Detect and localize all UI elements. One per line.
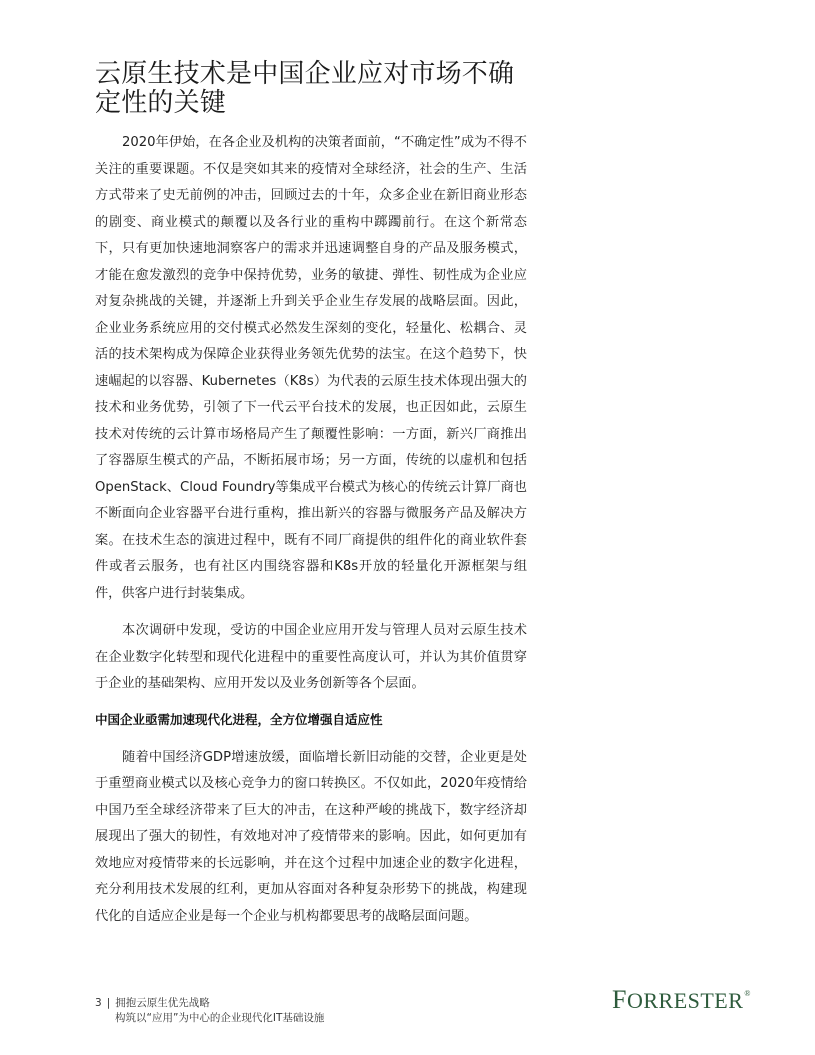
page-title: 云原生技术是中国企业应对市场不确定性的关键 [95, 59, 515, 118]
registered-mark: ® [744, 989, 751, 998]
footer-report-title: 拥抱云原生优先战略 [115, 997, 210, 1009]
forrester-logo [612, 985, 751, 1015]
paragraph-survey: 本次调研中发现，受访的中国企业应用开发与管理人员对云原生技术在企业数字化转型和现代化进程中的重要性高度认可，并认为其价值贯穿于企业的基础架构、应用开发以及业务创新等各个层面。 [95, 623, 527, 691]
page-footer [95, 996, 324, 1026]
logo-rest: ORRESTER [626, 988, 744, 1013]
body-column [95, 130, 527, 941]
paragraph-economy: 随着中国经济GDP增速放缓，面临增长新旧动能的交替，企业更是处于重塑商业模式以及核心竞争力的窗口转换区。不仅如此，2020年疫情给中国乃至全球经济带来了巨大的冲击，在这种严峻的挑战下，数字经济却展现出了强大的韧性，有效地对冲了疫情带来的影响。因此，如何更加有效地应对疫情带来的长远影响，并在这个过程中加速企业的数字化进程，充分利用技术发展的红利，更加从容面对各种复杂形势下的挑战，构建现代化的自适应企业是每一个企业与机构都要思考的战略层面问题。 [95, 749, 527, 924]
logo-initial: F [611, 985, 627, 1014]
page-number: 3 [95, 997, 102, 1009]
footer-line-1 [95, 996, 324, 1011]
footer-report-subtitle: 构筑以“应用”为中心的企业现代化IT基础设施 [115, 1012, 325, 1024]
paragraph-intro: 2020年伊始，在各企业及机构的决策者面前，“不确定性”成为不得不关注的重要课题。不仅是突如其来的疫情对全球经济，社会的生产、生活方式带来了史无前例的冲击，回顾过去的十年，众多企业在新旧商业形态的剧变、商业模式的颠覆以及各行业的重构中踯躅前行。在这个新常态下，只有更加快速地洞察客户的需求并迅速调整自身的产品及服务模式，才能在愈发激烈的竞争中保持优势，业务的敏捷、弹性、韧性成为企业应对复杂挑战的关键，并逐渐上升到关乎企业生存发展的战略层面。因此，企业业务系统应用的交付模式必然发生深刻的变化，轻量化、松耦合、灵活的技术架构成为保障企业获得业务领先优势的法宝。在这个趋势下，快速崛起的以容器、Kubernetes（K8s）为代表的云原生技术体现出强大的技术和业务优势，引领了下一代云平台技术的发展，也正因如此，云原生技术对传统的云计算市场格局产生了颠覆性影响：一方面，新兴厂商推出了容器原生模式的产品，不断拓展市场；另一方面，传统的以虚机和包括OpenStack、Cloud Foundry等集成平台模式为核心的传统云计算厂商也不断面向企业容器平台进行重构，推出新兴的容器与微服务产品及解决方案。在技术生态的演进过程中，既有不同厂商提供的组件化的商业软件套件或者云服务，也有社区内围绕容器和K8s开放的轻量化开源框架与组件，供客户进行封装集成。 [95, 135, 527, 601]
footer-separator: | [106, 997, 111, 1009]
section-subheading: 中国企业亟需加速现代化进程，全方位增强自适应性 [95, 711, 383, 727]
